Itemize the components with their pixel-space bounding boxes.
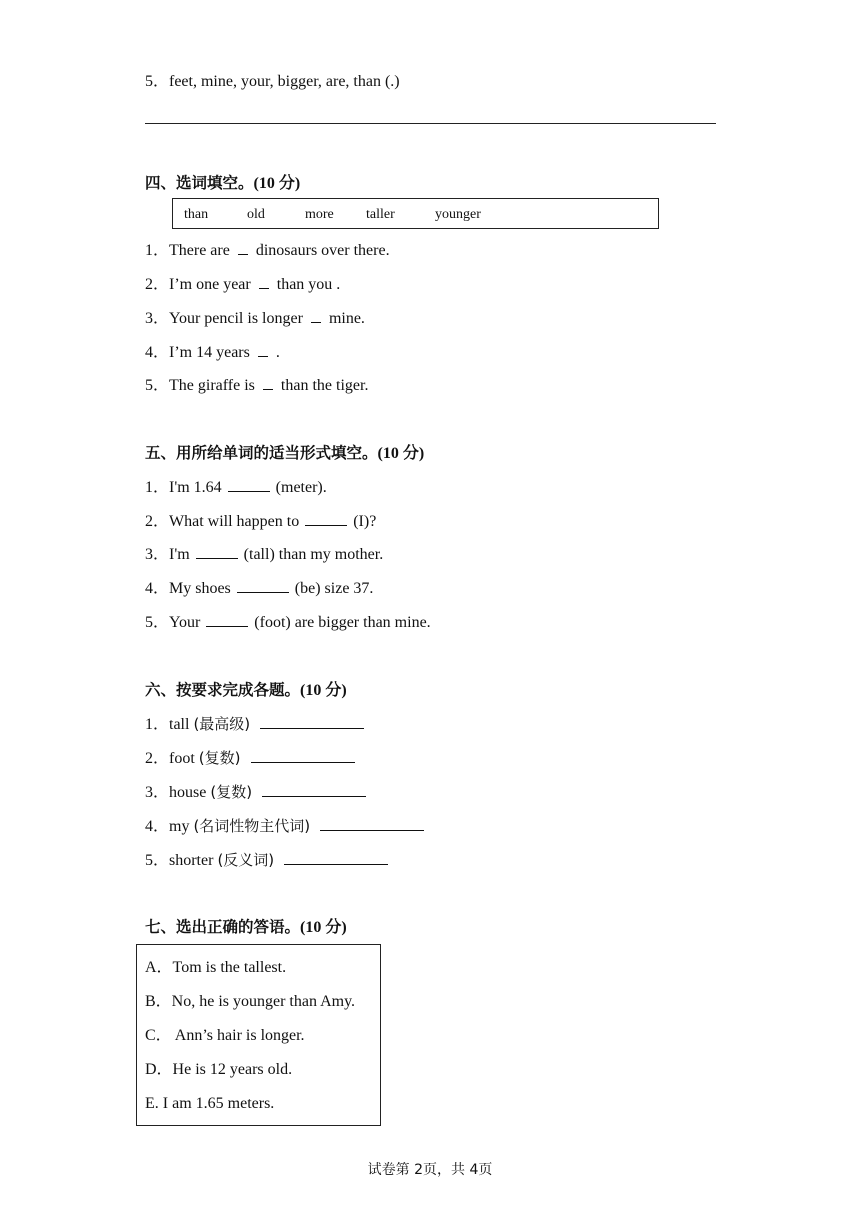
answer-option-b: B．No, he is younger than Amy. <box>145 993 356 1010</box>
section7-heading-title: 七、选出正确的答语。 <box>145 918 301 936</box>
item-text: (be) size 37. <box>294 580 374 597</box>
item-text: . <box>275 344 280 361</box>
section6-heading-score: (10 分) <box>300 682 347 699</box>
fill-blank[interactable] <box>258 344 268 357</box>
fill-blank[interactable] <box>251 750 355 763</box>
item-text: 3．house <box>145 784 207 801</box>
section4-item-2 <box>145 275 340 295</box>
item-text: than the tiger. <box>280 377 369 394</box>
word-bank-box <box>172 198 659 229</box>
answer-option-d: D．He is 12 years old. <box>145 1061 293 1078</box>
fill-blank[interactable] <box>320 818 424 831</box>
item-hint: (反义词) <box>217 851 275 869</box>
item-text: 4．my <box>145 818 190 835</box>
item-hint: (复数) <box>198 749 241 767</box>
item-text: 2．foot <box>145 750 195 767</box>
section4-item-1 <box>145 241 390 261</box>
fill-blank[interactable] <box>228 479 270 492</box>
fill-blank[interactable] <box>196 546 238 559</box>
section4-item-5 <box>145 376 368 396</box>
item-text: 3．I'm <box>145 546 190 563</box>
section5-item-2 <box>145 512 376 532</box>
item-hint: (最高级) <box>193 715 251 733</box>
word-bank-word: taller <box>366 207 395 222</box>
section5-item-1 <box>145 478 327 498</box>
fill-blank[interactable] <box>238 242 248 255</box>
section5-item-3 <box>145 545 383 565</box>
section6-item-3 <box>145 782 366 803</box>
word-bank-word: old <box>247 207 265 222</box>
fill-blank[interactable] <box>305 513 347 526</box>
item-text: 3．Your pencil is longer <box>145 310 303 327</box>
section6-item-4 <box>145 816 424 837</box>
section5-item-5 <box>145 613 431 633</box>
fill-blank[interactable] <box>259 276 269 289</box>
answer-option-a: A．Tom is the tallest. <box>145 959 287 976</box>
fill-blank[interactable] <box>311 310 321 323</box>
item-text: 1．I'm 1.64 <box>145 479 222 496</box>
item-text: 5．Your <box>145 614 201 631</box>
item-text: dinosaurs over there. <box>255 242 390 259</box>
section7-heading <box>145 917 347 938</box>
item-text: 1．There are <box>145 242 230 259</box>
item-text: 2．I’m one year <box>145 276 251 293</box>
section4-heading <box>145 173 300 194</box>
item-text: 4．My shoes <box>145 580 231 597</box>
section4-item-3 <box>145 309 365 329</box>
word-bank-word: younger <box>435 207 481 222</box>
section4-item-4 <box>145 343 280 363</box>
section5-heading <box>145 443 424 464</box>
item-text: 5．The giraffe is <box>145 377 255 394</box>
section3-item-5: 5．feet, mine, your, bigger, are, than (.) <box>145 73 400 90</box>
item-text: than you . <box>276 276 341 293</box>
item-text: 1．tall <box>145 716 190 733</box>
section4-heading-score: (10 分) <box>253 175 301 192</box>
section4-heading-title: 四、选词填空。 <box>145 174 254 192</box>
item-hint: (名词性物主代词) <box>193 817 311 835</box>
fill-blank[interactable] <box>237 580 289 593</box>
item-text: (meter). <box>275 479 327 496</box>
item-text: (I)? <box>353 513 377 530</box>
answer-line <box>145 123 716 124</box>
item-text: (foot) are bigger than mine. <box>254 614 431 631</box>
fill-blank[interactable] <box>284 852 388 865</box>
word-bank-word: than <box>184 207 209 222</box>
section6-heading <box>145 680 347 701</box>
section7-heading-score: (10 分) <box>300 919 347 936</box>
item-text: 5．shorter <box>145 852 214 869</box>
answer-option-e: E. I am 1.65 meters. <box>145 1095 275 1112</box>
item-text: 4．I’m 14 years <box>145 344 250 361</box>
section6-heading-title: 六、按要求完成各题。 <box>145 681 301 699</box>
section6-item-5 <box>145 850 388 871</box>
fill-blank[interactable] <box>260 716 364 729</box>
page-footer: 试卷第 2页，共 4页 <box>367 1162 493 1178</box>
word-bank-word: more <box>305 207 334 222</box>
item-text: 2．What will happen to <box>145 513 300 530</box>
answer-options-box <box>136 944 381 1126</box>
item-text: (tall) than my mother. <box>243 546 384 563</box>
section5-heading-title: 五、用所给单词的适当形式填空。 <box>145 444 378 462</box>
item-hint: (复数) <box>210 783 253 801</box>
item-text: mine. <box>328 310 365 327</box>
section5-heading-score: (10 分) <box>377 445 425 462</box>
section6-item-2 <box>145 748 355 769</box>
fill-blank[interactable] <box>262 784 366 797</box>
fill-blank[interactable] <box>206 614 248 627</box>
fill-blank[interactable] <box>263 377 273 390</box>
section6-item-1 <box>145 714 364 735</box>
answer-option-c: C． Ann’s hair is longer. <box>145 1027 305 1044</box>
section5-item-4 <box>145 579 373 599</box>
